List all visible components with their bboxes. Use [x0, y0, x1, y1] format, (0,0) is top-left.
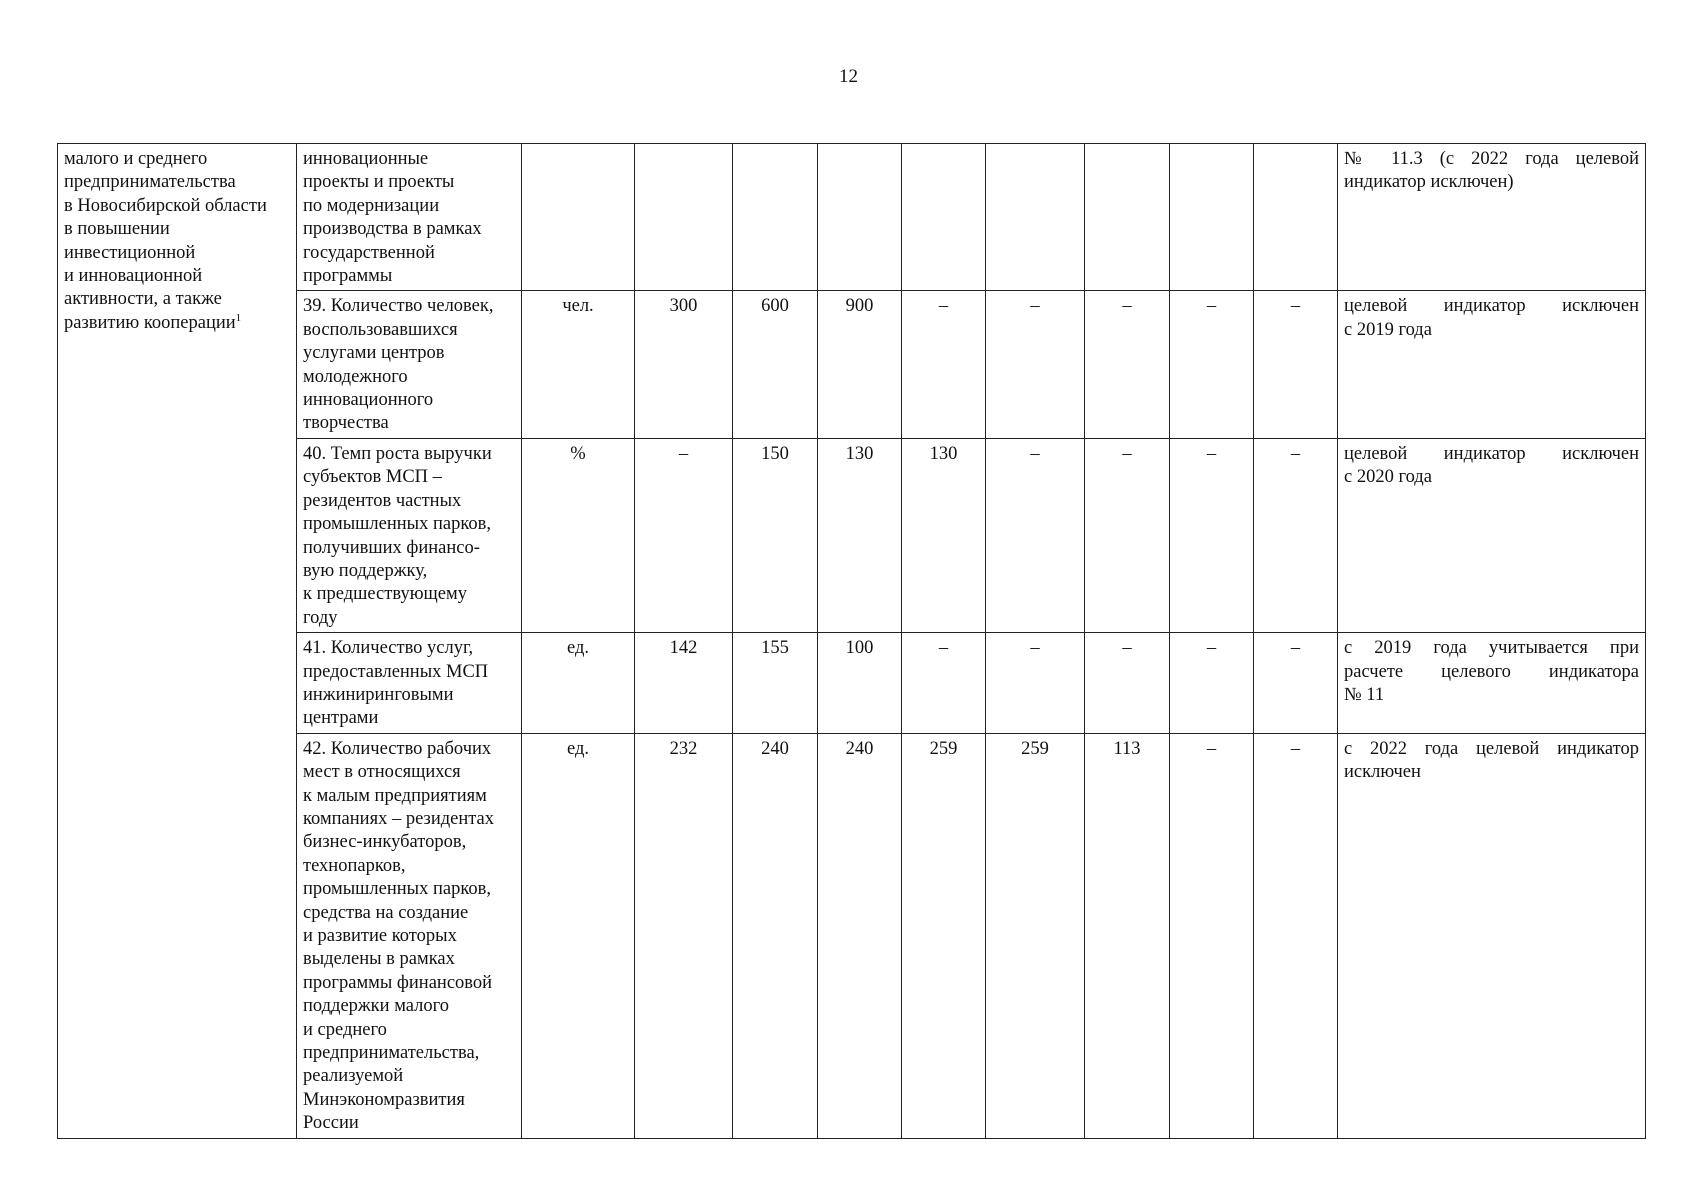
value-cell: 900	[818, 291, 902, 438]
value-cell: –	[635, 438, 733, 632]
indicator-line: производства в рамках	[303, 219, 482, 240]
indicator-line: и среднего	[303, 1019, 387, 1040]
note-line: целевой индикатор исключен	[1344, 296, 1639, 317]
indicator-line: по модернизации	[303, 195, 440, 216]
note-line: с 2019 года	[1344, 319, 1432, 340]
indicator-line: 42. Количество рабочих	[303, 738, 492, 759]
value-cell	[818, 144, 902, 291]
indicator-line: поддержки малого	[303, 996, 450, 1017]
value-cell	[1085, 144, 1170, 291]
value-cell: –	[902, 291, 986, 438]
indicator-line: воспользовавшихся	[303, 319, 458, 340]
unit-cell: ед.	[522, 633, 635, 734]
indicator-line: творчества	[303, 413, 389, 434]
indicator-line: государственной	[303, 242, 435, 263]
note-cell	[1338, 733, 1646, 1138]
section-name-line: малого и среднего	[64, 149, 208, 169]
value-cell: –	[1085, 633, 1170, 734]
indicator-line: к предшествующему	[303, 584, 467, 605]
footnote-marker: 1	[235, 311, 242, 324]
section-name-line: в Новосибирской области	[64, 195, 267, 216]
value-cell: 232	[635, 733, 733, 1138]
indicator-cell	[297, 633, 522, 734]
value-cell: 155	[733, 633, 818, 734]
indicator-line: промышленных парков,	[303, 514, 491, 535]
indicator-line: услугами центров	[303, 343, 445, 364]
value-cell: –	[902, 633, 986, 734]
indicator-cell	[297, 733, 522, 1138]
section-name-line: инвестиционной	[64, 242, 196, 263]
indicator-line: средства на создание	[303, 902, 469, 923]
section-name-line: активности, а также	[64, 289, 222, 310]
note-line: индикатор исключен)	[1344, 172, 1514, 193]
indicator-cell	[297, 291, 522, 438]
note-cell	[1338, 633, 1646, 734]
unit-cell: чел.	[522, 291, 635, 438]
note-cell	[1338, 291, 1646, 438]
note-line: № 11	[1344, 684, 1385, 705]
value-cell: –	[1085, 438, 1170, 632]
note-line: с 2019 года учитывается при	[1344, 638, 1639, 659]
value-cell: –	[1254, 733, 1338, 1138]
indicator-line: центрами	[303, 708, 379, 729]
indicator-line: 41. Количество услуг,	[303, 638, 474, 659]
value-cell: 130	[902, 438, 986, 632]
section-name-line: в повышении	[64, 219, 170, 240]
indicator-cell	[297, 438, 522, 632]
indicator-line: получивших финансо-	[303, 537, 480, 558]
note-line: исключен	[1344, 762, 1421, 783]
value-cell	[902, 144, 986, 291]
value-cell: –	[1170, 291, 1254, 438]
indicator-line: инжиниринговыми	[303, 684, 454, 705]
value-cell	[635, 144, 733, 291]
indicator-cell	[297, 144, 522, 291]
value-cell: –	[1254, 291, 1338, 438]
note-line: расчете целевого индикатора	[1344, 661, 1639, 682]
table-row	[58, 291, 1646, 438]
value-cell: 259	[902, 733, 986, 1138]
indicator-line: к малым предприятиям	[303, 785, 487, 806]
section-name-line: развитию кооперации	[64, 312, 236, 333]
unit-cell	[522, 144, 635, 291]
value-cell: 142	[635, 633, 733, 734]
value-cell	[1170, 144, 1254, 291]
indicator-line: реализуемой	[303, 1066, 404, 1087]
indicator-line: России	[303, 1113, 359, 1134]
table-row	[58, 633, 1646, 734]
value-cell: 600	[733, 291, 818, 438]
note-line: № 11.3 (с 2022 года целевой	[1344, 149, 1639, 169]
value-cell: 259	[986, 733, 1085, 1138]
indicator-line: субъектов МСП –	[303, 467, 442, 488]
note-cell	[1338, 144, 1646, 291]
indicator-line: проекты и проекты	[303, 172, 455, 193]
value-cell: 113	[1085, 733, 1170, 1138]
value-cell	[986, 144, 1085, 291]
value-cell: –	[1170, 633, 1254, 734]
value-cell: 240	[733, 733, 818, 1138]
table-row	[58, 438, 1646, 632]
section-name-line: предпринимательства	[64, 172, 236, 193]
value-cell: 300	[635, 291, 733, 438]
indicator-line: промышленных парков,	[303, 879, 491, 900]
indicator-line: году	[303, 607, 338, 628]
indicator-line: выделены в рамках	[303, 949, 455, 970]
note-cell	[1338, 438, 1646, 632]
value-cell: –	[1170, 733, 1254, 1138]
indicator-line: 40. Темп роста выручки	[303, 443, 492, 464]
indicator-line: резидентов частных	[303, 490, 462, 511]
section-name-line: и инновационной	[64, 266, 203, 287]
indicator-line: предоставленных МСП	[303, 661, 489, 682]
value-cell: 240	[818, 733, 902, 1138]
indicator-line: молодежного	[303, 366, 408, 387]
indicator-line: программы финансовой	[303, 972, 493, 993]
indicator-line: инновационные	[303, 149, 429, 169]
note-line: с 2020 года	[1344, 467, 1432, 488]
value-cell: –	[986, 633, 1085, 734]
value-cell: 130	[818, 438, 902, 632]
value-cell: –	[1254, 633, 1338, 734]
note-line: с 2022 года целевой индикатор	[1344, 738, 1639, 759]
table-row	[58, 733, 1646, 1138]
page-number: 12	[839, 66, 858, 87]
indicator-line: компаниях – резидентах	[303, 808, 495, 829]
indicator-line: Минэкономразвития	[303, 1089, 465, 1110]
value-cell: –	[986, 438, 1085, 632]
value-cell: –	[1085, 291, 1170, 438]
indicator-line: 39. Количество человек,	[303, 296, 494, 317]
value-cell: –	[1170, 438, 1254, 632]
indicator-line: и развитие которых	[303, 926, 457, 946]
value-cell: 100	[818, 633, 902, 734]
value-cell	[733, 144, 818, 291]
indicator-line: мест в относящихся	[303, 762, 461, 783]
value-cell: 150	[733, 438, 818, 632]
indicators-table	[57, 143, 1646, 1139]
indicator-line: технопарков,	[303, 855, 406, 876]
unit-cell: %	[522, 438, 635, 632]
table-row	[58, 144, 1646, 291]
indicator-line: вую поддержку,	[303, 560, 428, 581]
indicator-line: предпринимательства,	[303, 1043, 480, 1064]
value-cell: –	[1254, 438, 1338, 632]
note-line: целевой индикатор исключен	[1344, 443, 1639, 464]
value-cell	[1254, 144, 1338, 291]
indicator-line: инновационного	[303, 390, 434, 411]
section-name-cell	[58, 144, 297, 1139]
value-cell: –	[986, 291, 1085, 438]
indicator-line: бизнес-инкубаторов,	[303, 832, 467, 853]
indicator-line: программы	[303, 266, 393, 287]
unit-cell: ед.	[522, 733, 635, 1138]
